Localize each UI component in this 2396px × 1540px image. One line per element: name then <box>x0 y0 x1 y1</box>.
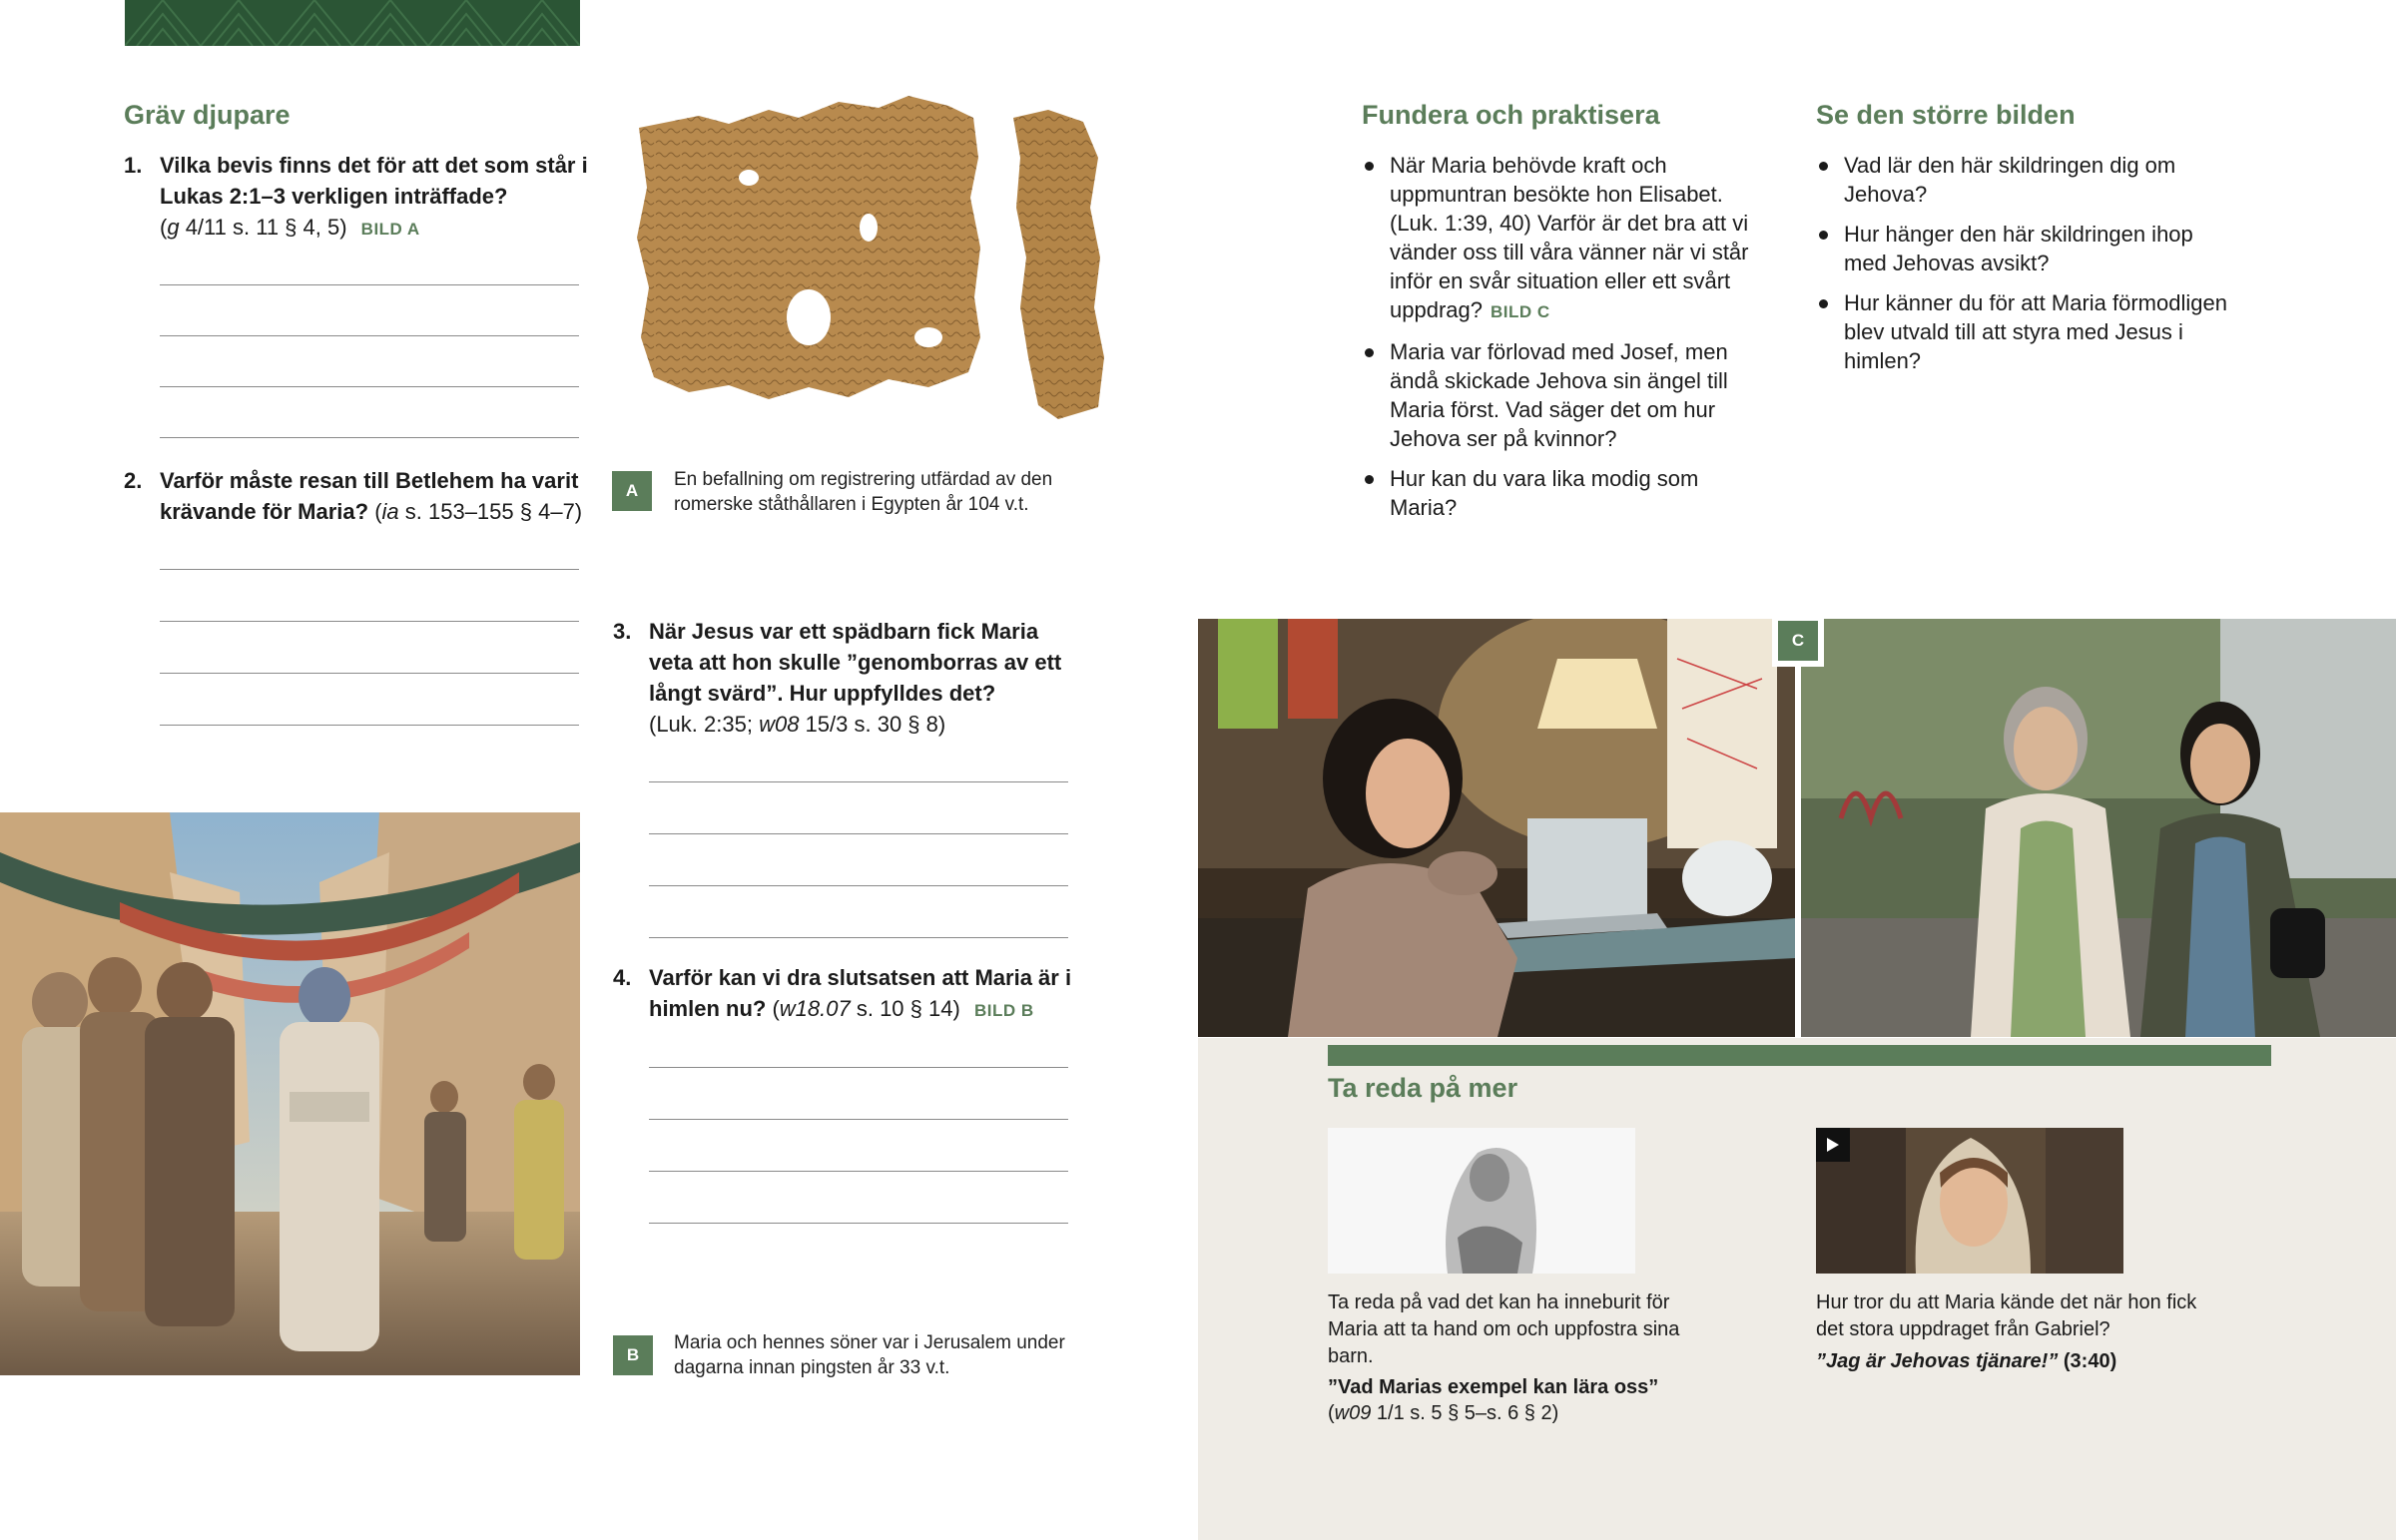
answer-line[interactable] <box>160 284 579 285</box>
question-number: 1. <box>124 153 143 178</box>
question-number: 2. <box>124 468 143 493</box>
question-3 <box>613 616 1062 740</box>
photo-two-women-walking <box>1801 619 2396 1037</box>
list-item: Hur hänger den här skildringen ihop med Jehovas avsikt? <box>1816 220 2235 277</box>
answer-line[interactable] <box>649 1171 1068 1172</box>
question-reference: (w18.07 s. 10 § 14) <box>766 996 960 1021</box>
answer-line[interactable] <box>649 1223 1068 1224</box>
figure-a-caption: En befallning om registrering utfärdad av den romerske ståthållaren i Egypten år 104 v.t. <box>674 469 1053 515</box>
card-1-article-title[interactable]: ”Vad Marias exempel kan lära oss” <box>1328 1376 1659 1398</box>
question-text: När Jesus var ett spädbarn fick Maria veta att hon skulle ”genomborras av ett långt svärd”. Hur uppfylldes det? <box>649 619 1062 706</box>
answer-line[interactable] <box>160 386 579 387</box>
figure-a-badge: A <box>612 471 652 511</box>
answer-line[interactable] <box>160 335 579 336</box>
answer-line[interactable] <box>649 937 1068 938</box>
answer-line[interactable] <box>649 1119 1068 1120</box>
section-title-se-bilden: Se den större bilden <box>1816 100 2076 130</box>
card-1-reference: (w09 1/1 s. 5 § 5–s. 6 § 2) <box>1328 1402 1559 1424</box>
video-thumbnail[interactable] <box>1816 1128 2123 1274</box>
figure-b-badge: B <box>613 1335 653 1375</box>
card-2-text: Hur tror du att Maria kände det när hon fick det stora uppdraget från Gabriel? <box>1816 1291 2197 1340</box>
answer-line[interactable] <box>160 725 579 726</box>
question-number: 4. <box>613 965 632 990</box>
answer-line[interactable] <box>160 673 579 674</box>
article-thumbnail[interactable] <box>1328 1128 1635 1274</box>
question-1 <box>124 150 593 245</box>
answer-line[interactable] <box>649 885 1068 886</box>
section-title-ta-reda: Ta reda på mer <box>1328 1073 1518 1103</box>
papyrus-image <box>629 88 1113 437</box>
question-text: Varför måste resan till Betlehem ha varit krävande för Maria? <box>160 468 579 524</box>
list-item: Maria var förlovad med Josef, men ändå skickade Jehova sin ängel till Maria först. Vad säger det om hur Jehova ser på kvinnor? <box>1362 337 1753 453</box>
question-reference: (Luk. 2:35; w08 15/3 s. 30 § 8) <box>649 712 946 737</box>
answer-line[interactable] <box>649 833 1068 834</box>
bilden-list <box>1816 151 2235 386</box>
play-icon[interactable] <box>1816 1128 1850 1162</box>
picture-tag: BILD A <box>360 220 420 239</box>
question-reference: (g 4/11 s. 11 § 4, 5) <box>160 215 347 240</box>
jerusalem-street-illustration <box>0 812 580 1375</box>
list-item: När Maria behövde kraft och uppmuntran besökte hon Elisabet. (Luk. 1:39, 40) Varför är det bra att vi vänder oss till våra vänner när vi står inför en svår situation eller ett svårt uppdrag? BILD C <box>1362 151 1753 326</box>
answer-line[interactable] <box>160 621 579 622</box>
answer-line[interactable] <box>160 569 579 570</box>
figure-c-badge: C <box>1778 621 1818 661</box>
decorative-pattern-banner <box>125 0 580 46</box>
card-2-video-link[interactable]: ”Jag är Jehovas tjänare!” (3:40) <box>1816 1350 2117 1372</box>
question-4 <box>613 962 1082 1026</box>
card-1-text: Ta reda på vad det kan ha inneburit för Maria att ta hand om och uppfostra sina barn. <box>1328 1291 1680 1367</box>
fundera-list <box>1362 151 1753 533</box>
list-item: Vad lär den här skildringen dig om Jehova? <box>1816 151 2235 209</box>
section-title-grav-djupare: Gräv djupare <box>124 100 291 130</box>
answer-line[interactable] <box>160 437 579 438</box>
question-text: Varför kan vi dra slutsatsen att Maria är i himlen nu? <box>649 965 1072 1021</box>
question-text: Vilka bevis finns det för att det som står i Lukas 2:1–3 verkligen inträffade? <box>160 153 588 209</box>
figure-b-caption: Maria och hennes söner var i Jerusalem under dagarna innan pingsten år 33 v.t. <box>674 1332 1065 1378</box>
picture-tag: BILD B <box>973 1001 1034 1020</box>
section-title-fundera: Fundera och praktisera <box>1362 100 1660 130</box>
answer-line[interactable] <box>649 1067 1068 1068</box>
question-2 <box>124 465 593 527</box>
question-reference: (ia s. 153–155 § 4–7) <box>368 499 583 524</box>
question-number: 3. <box>613 619 632 644</box>
answer-line[interactable] <box>649 781 1068 782</box>
list-item: Hur känner du för att Maria förmodligen blev utvald till att styra med Jesus i himlen? <box>1816 288 2235 375</box>
picture-tag: BILD C <box>1490 302 1550 321</box>
panel-accent-bar <box>1328 1045 2271 1066</box>
list-item: Hur kan du vara lika modig som Maria? <box>1362 464 1753 522</box>
photo-woman-at-laptop <box>1198 619 1795 1037</box>
